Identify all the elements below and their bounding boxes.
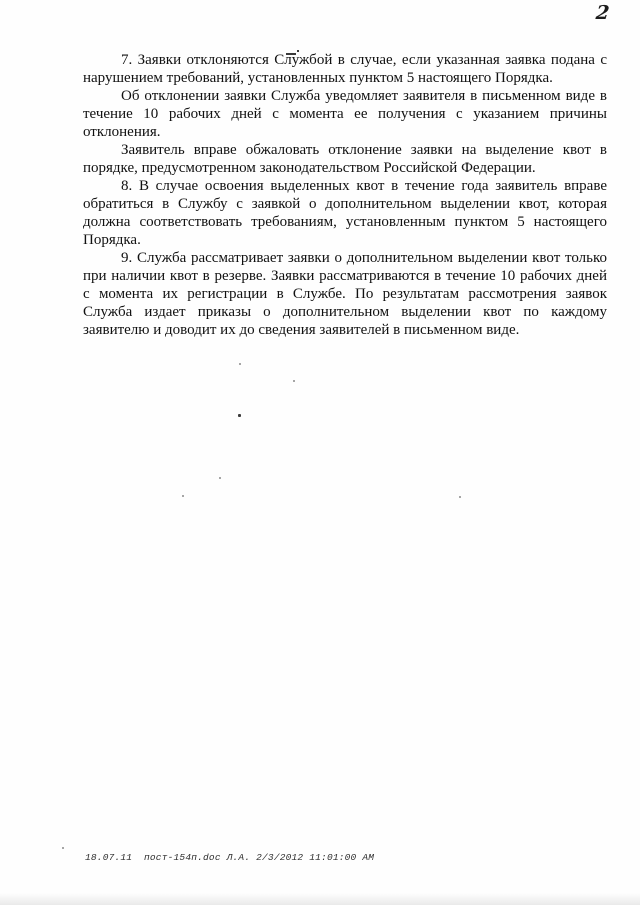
- scan-speck: [293, 380, 295, 382]
- scan-speck: [239, 363, 241, 365]
- document-text-block: [83, 51, 607, 339]
- footer-file-stamp: 18.07.11 пост-154п.doc Л.А. 2/3/2012 11:01:00 AM: [85, 852, 375, 863]
- paragraph-7-appeal-right: Заявитель вправе обжаловать отклонение заявки на выделение квот в порядке, предусмотренном законодательством Российской Федерации.: [83, 142, 607, 176]
- paragraph-7: 7. Заявки отклоняются Службой в случае, если указанная заявка подана с нарушением требований, установленных пунктом 5 настоящего Порядка.: [83, 52, 607, 86]
- paragraph-9: 9. Служба рассматривает заявки о дополнительном выделении квот только при наличии квот в резерве. Заявки рассматриваются в течение 10 рабочих дней с момента их регистрации в Службе. По результатам рассмотрения заявок Служба издает приказы о дополнительном выделении квот по каждому заявителю и доводит их до сведения заявителей в письменном виде.: [83, 250, 607, 338]
- scan-speck: [238, 414, 241, 417]
- paragraph-8: 8. В случае освоения выделенных квот в течение года заявитель вправе обратиться в Службу с заявкой о дополнительном выделении квот, которая должна соответствовать требованиям, установленным пунктом 5 настоящего Порядка.: [83, 178, 607, 248]
- scan-bottom-edge-shadow: [0, 893, 640, 905]
- paragraph-7-rejection-notice: Об отклонении заявки Служба уведомляет заявителя в письменном виде в течение 10 рабочих дней с момента ее получения с указанием причины отклонения.: [83, 88, 607, 140]
- scan-speck: [459, 496, 461, 498]
- scan-speck: [219, 477, 221, 479]
- scan-speck: [62, 847, 64, 849]
- scan-speck: [182, 495, 184, 497]
- page-number: 2: [594, 2, 611, 24]
